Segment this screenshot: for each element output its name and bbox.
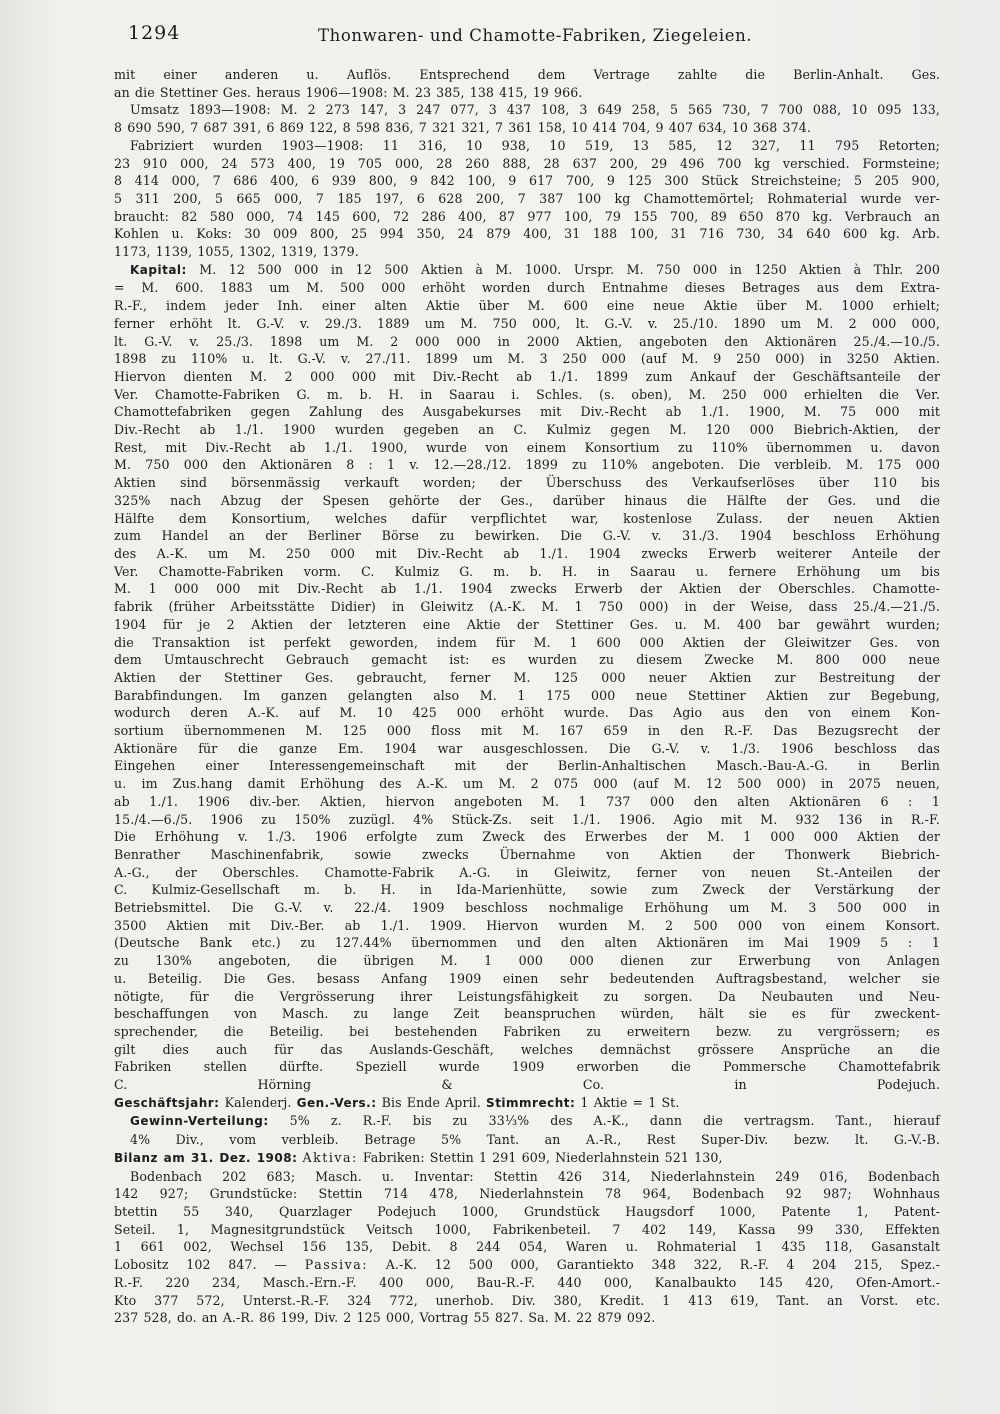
text-line: Umsatz 1893—1908: M. 2 273 147, 3 247 077, 3 437 108, 3 649 258, 5 565 730, 7 700 088, 10 095 133, bbox=[130, 102, 940, 118]
text-line: C. Hörning & Co. in Podejuch. bbox=[114, 1077, 940, 1093]
text-line: C. Kulmiz-Gesellschaft m. b. H. in Ida-Marienhütte, sowie zum Zweck der Verstärkung der bbox=[114, 882, 940, 898]
text-line: 1 661 002, Wechsel 156 135, Debit. 8 244 054, Waren u. Rohmaterial 1 435 118, Gasanstalt bbox=[114, 1239, 940, 1255]
text-line: u. im Zus.hang damit Erhöhung des A.-K. um M. 2 075 000 (auf M. 12 500 000) in 2075 neuen, bbox=[114, 776, 940, 792]
text-line: Betriebsmittel. Die G.-V. v. 22./4. 1909 beschloss nochmalige Erhöhung um M. 3 500 000 in bbox=[114, 900, 940, 916]
section-keyword: Geschäftsjahr: bbox=[114, 1095, 220, 1110]
text-line: 15./4.—6./5. 1906 zu 150% zuzügl. 4% Stück-Zs. seit 1./1. 1906. Agio mit M. 932 136 in R.-F. bbox=[114, 811, 940, 827]
text-line: 4% Div., vom verbleib. Betrage 5% Tant. an A.-R., Rest Super-Div. bezw. lt. G.-V.-B. bbox=[130, 1132, 940, 1148]
text-line: Hälfte dem Konsortium, welches dafür verpflichtet war, kostenlose Zulass. der neuen Aktien bbox=[114, 510, 940, 526]
page-number: 1294 bbox=[128, 22, 181, 44]
text-line: dem Umtauschrecht Gebrauch gemacht ist: es wurden zu diesem Zwecke M. 800 000 neue bbox=[114, 652, 940, 668]
text-line: beschaffungen von Masch. zu lange Zeit beanspruchen würden, hält sie es für zweckent- bbox=[114, 1006, 940, 1022]
text-line: 1173, 1139, 1055, 1302, 1319, 1379. bbox=[114, 244, 359, 260]
text-line: an die Stettiner Ges. heraus 1906—1908: M. 23 385, 138 415, 19 966. bbox=[114, 84, 583, 100]
text-line: Lobositz 102 847. — Passiva: A.-K. 12 500 000, Garantiekto 348 322, R.-F. 4 204 215, Spez.- bbox=[114, 1257, 940, 1273]
page-header bbox=[128, 20, 938, 50]
text-line: zum Handel an der Berliner Börse zu bewirken. Die G.-V. v. 31./3. 1904 beschloss Erhöhung bbox=[114, 528, 940, 544]
text-line: R.-F. 220 234, Masch.-Ern.-F. 400 000, Bau-R.-F. 440 000, Kanalbaukto 145 420, Ofen-Amort.- bbox=[114, 1274, 940, 1290]
text-line: 237 528, do. an A.-R. 86 199, Div. 2 125 000, Vortrag 55 827. Sa. M. 22 879 092. bbox=[114, 1310, 656, 1326]
text-line: R.-F., indem jeder Inh. einer alten Aktie über M. 600 eine neue Aktie über M. 1000 erhielt; bbox=[114, 298, 940, 314]
text-line: Div.-Recht ab 1./1. 1900 wurden gegeben an C. Kulmiz gegen M. 120 000 Biebrich-Aktien, der bbox=[114, 422, 940, 438]
text-line: Hiervon dienten M. 2 000 000 mit Div.-Recht ab 1./1. 1899 zum Ankauf der Geschäftsanteile der bbox=[114, 368, 940, 384]
text-line: 23 910 000, 24 573 400, 19 705 000, 28 260 888, 28 637 200, 29 496 700 kg verschied. Formsteine; bbox=[114, 155, 940, 171]
text-line: die Transaktion ist perfekt geworden, indem für M. 1 600 000 Aktien der Gleiwitzer Ges. von bbox=[114, 634, 940, 650]
text-line: Gewinn-Verteilung: 5% z. R.-F. bis zu 33⅓% des A.-K., dann die vertragsm. Tant., hierauf bbox=[130, 1113, 940, 1129]
text-line: Die Erhöhung v. 1./3. 1906 erfolgte zum Zweck des Erwerbes der M. 1 000 000 Aktien der bbox=[114, 829, 940, 845]
text-line: sprechender, die Beteilig. bei bestehenden Fabriken zu erweitern bezw. zu vergrössern; es bbox=[114, 1023, 940, 1039]
running-head: Thonwaren- und Chamotte-Fabriken, Ziegeleien. bbox=[318, 26, 753, 45]
text-line: 8 414 000, 7 686 400, 6 939 800, 9 842 100, 9 617 700, 9 125 300 Stück Streichsteine; 5 205 900, bbox=[114, 173, 940, 189]
text-line: = M. 600. 1883 um M. 500 000 erhöht worden durch Entnahme dieses Betrages aus dem Extra- bbox=[114, 280, 940, 296]
text-line: Kto 377 572, Unterst.-R.-F. 324 772, unerhob. Div. 380, Kredit. 1 413 619, Tant. an Vorst. etc. bbox=[114, 1292, 940, 1308]
text-line: 325% nach Abzug der Spesen gehörte der Ges., darüber hinaus die Hälfte der Ges. und die bbox=[114, 492, 940, 508]
text-line: wodurch deren A.-K. auf M. 10 425 000 erhöht wurde. Das Agio aus den von einem Kon- bbox=[114, 705, 940, 721]
text-line: btettin 55 340, Quarzlager Podejuch 1000, Grundstück Haugsdorf 1000, Patente 1, Patent- bbox=[114, 1204, 940, 1219]
text-line: Aktionäre für die ganze Em. 1904 war ausgeschlossen. Die G.-V. v. 1./3. 1906 beschloss das bbox=[114, 740, 940, 756]
text-line: lt. G.-V. v. 25./3. 1898 um M. 2 000 000 in 2000 Aktien, angeboten den Aktionären 25./4.—10./5. bbox=[114, 333, 940, 349]
section-keyword: Gewinn-Verteilung: bbox=[130, 1114, 269, 1129]
text-line: Fabriziert wurden 1903—1908: 11 316, 10 938, 10 519, 13 585, 12 327, 11 795 Retorten; bbox=[130, 137, 940, 153]
balance-side-label: Passiva: bbox=[304, 1257, 369, 1273]
text-line: nötigte, für die Vergrösserung ihrer Leistungsfähigkeit zu sorgen. Da Neubauten und Neu- bbox=[114, 988, 940, 1004]
text-line: Bodenbach 202 683; Masch. u. Inventar: Stettin 426 314, Niederlahnstein 249 016, Bodenbach bbox=[130, 1168, 940, 1184]
text-line: M. 1 000 000 mit Div.-Recht ab 1./1. 1904 zwecks Erwerb der Aktien der Oberschles. Chamotte- bbox=[114, 581, 940, 597]
text-line: Ver. Chamotte-Fabriken G. m. b. H. in Saarau i. Schles. (s. oben), M. 250 000 erhielten die Ver. bbox=[114, 386, 940, 402]
text-line: Seteil. 1, Magnesitgrundstück Veitsch 1000, Fabrikenbeteil. 7 402 149, Kassa 99 330, Effekten bbox=[114, 1221, 940, 1237]
text-line: (Deutsche Bank etc.) zu 127.44% übernommen und den alten Aktionären im Mai 1909 5 : 1 bbox=[114, 935, 940, 951]
section-keyword: Stimmrecht: bbox=[486, 1095, 576, 1110]
section-keyword: Bilanz am 31. Dez. 1908: bbox=[114, 1150, 298, 1165]
text-line: Geschäftsjahr: Kalenderj. Gen.-Vers.: Bis Ende April. Stimmrecht: 1 Aktie = 1 St. bbox=[114, 1094, 680, 1110]
text-line: 1904 für je 2 Aktien der letzteren eine Aktie der Stettiner Ges. u. M. 400 bar gewährt wurden; bbox=[114, 616, 940, 632]
text-line: Benrather Maschinenfabrik, sowie zwecks Übernahme von Aktien der Thonwerk Biebrich- bbox=[114, 846, 940, 862]
text-line: Bilanz am 31. Dez. 1908: Aktiva: Fabriken: Stettin 1 291 609, Niederlahnstein 521 130, bbox=[114, 1149, 723, 1165]
text-line: ferner erhöht lt. G.-V. v. 29./3. 1889 um M. 750 000, lt. G.-V. v. 25./10. 1890 um M. 2 000 000, bbox=[114, 315, 940, 331]
text-line: M. 750 000 den Aktionären 8 : 1 v. 12.—28./12. 1899 zu 110% angeboten. Die verbleib. M. 175 000 bbox=[114, 457, 940, 473]
text-line: gilt dies auch für das Auslands-Geschäft, welches demnächst grössere Ansprüche an die bbox=[114, 1041, 940, 1057]
text-line: 8 690 590, 7 687 391, 6 869 122, 8 598 836, 7 321 321, 7 361 158, 10 414 704, 9 407 634, 10 368 374. bbox=[114, 120, 811, 136]
text-line: Ver. Chamotte-Fabriken vorm. C. Kulmiz G. m. b. H. in Saarau u. fernere Erhöhung um bis bbox=[114, 563, 940, 579]
text-line: sortium übernommenen M. 125 000 floss mit M. 167 659 in den R.-F. Das Bezugsrecht der bbox=[114, 723, 940, 739]
text-line: Barabfindungen. Im ganzen gelangten also M. 1 175 000 neue Stettiner Aktien zur Begebung, bbox=[114, 687, 940, 703]
text-line: Fabriken stellen dürfte. Speziell wurde 1909 erworben die Pommersche Chamottefabrik bbox=[114, 1059, 940, 1075]
text-line: Aktien sind börsenmässig verkauft worden; der Überschuss des Verkaufserlöses über 110 bis bbox=[114, 475, 940, 491]
text-line: Kapital: M. 12 500 000 in 12 500 Aktien à M. 1000. Urspr. M. 750 000 in 1250 Aktien à Thlr. 200 bbox=[130, 261, 940, 277]
text-line: braucht: 82 580 000, 74 145 600, 72 286 400, 87 977 100, 79 155 700, 89 650 870 kg. Verbrauch an bbox=[114, 208, 940, 224]
text-line: Chamottefabriken gegen Zahlung des Ausgabekurses mit Div.-Recht ab 1./1. 1900, M. 75 000 mit bbox=[114, 404, 940, 420]
text-line: Eingehen einer Interessengemeinschaft mit der Berlin-Anhaltischen Masch.-Bau-A.-G. in Berlin bbox=[114, 758, 940, 774]
text-line: mit einer anderen u. Auflös. Entsprechend dem Vertrage zahlte die Berlin-Anhalt. Ges. bbox=[114, 67, 940, 82]
text-line: Kohlen u. Koks: 30 009 800, 25 994 350, 24 879 400, 31 188 100, 31 716 730, 34 640 600 kg. Arb. bbox=[114, 226, 940, 242]
section-keyword: Kapital: bbox=[130, 262, 187, 277]
text-line: 3500 Aktien mit Div.-Ber. ab 1./1. 1909. Hiervon wurden M. 2 500 000 von einem Konsort. bbox=[114, 917, 940, 933]
text-line: 1898 zu 110% u. lt. G.-V. v. 27./11. 1899 um M. 3 250 000 (auf M. 9 250 000) in 3250 Aktien. bbox=[114, 351, 940, 367]
text-line: des A.-K. um M. 250 000 mit Div.-Recht ab 1./1. 1904 zwecks Erwerb weiterer Anteile der bbox=[114, 545, 940, 561]
text-line: u. Beteilig. Die Ges. besass Anfang 1909 einen sehr bedeutenden Auftragsbestand, welcher sie bbox=[114, 970, 940, 986]
text-line: zu 130% angeboten, die übrigen M. 1 000 000 dienen zur Erwerbung von Anlagen bbox=[114, 953, 940, 969]
text-line: 5 311 200, 5 665 000, 7 185 197, 6 628 200, 7 387 100 kg Chamottemörtel; Rohmaterial wurde ver- bbox=[114, 190, 940, 206]
text-line: A.-G., der Oberschles. Chamotte-Fabrik A.-G. in Gleiwitz, ferner von neuen St.-Anteilen der bbox=[114, 864, 940, 880]
text-line: 142 927; Grundstücke: Stettin 714 478, Niederlahnstein 78 964, Bodenbach 92 987; Wohnhaus bbox=[114, 1186, 940, 1202]
balance-side-label: Aktiva: bbox=[302, 1149, 358, 1165]
text-line: fabrik (früher Arbeitsstätte Didier) in Gleiwitz (A.-K. M. 1 750 000) in der Weise, dass 25./4.—21./5. bbox=[114, 599, 940, 615]
text-line: Rest, mit Div.-Recht ab 1./1. 1900, wurde von einem Konsortium zu 110% übernommen u. davon bbox=[114, 439, 940, 455]
text-line: Aktien der Stettiner Ges. gebraucht, ferner M. 125 000 neuer Aktien zur Bestreitung der bbox=[114, 669, 940, 685]
text-line: ab 1./1. 1906 div.-ber. Aktien, hiervon angeboten M. 1 737 000 den alten Aktionären 6 : 1 bbox=[114, 793, 940, 809]
section-keyword: Gen.-Vers.: bbox=[296, 1095, 377, 1110]
body-text bbox=[114, 66, 940, 1327]
